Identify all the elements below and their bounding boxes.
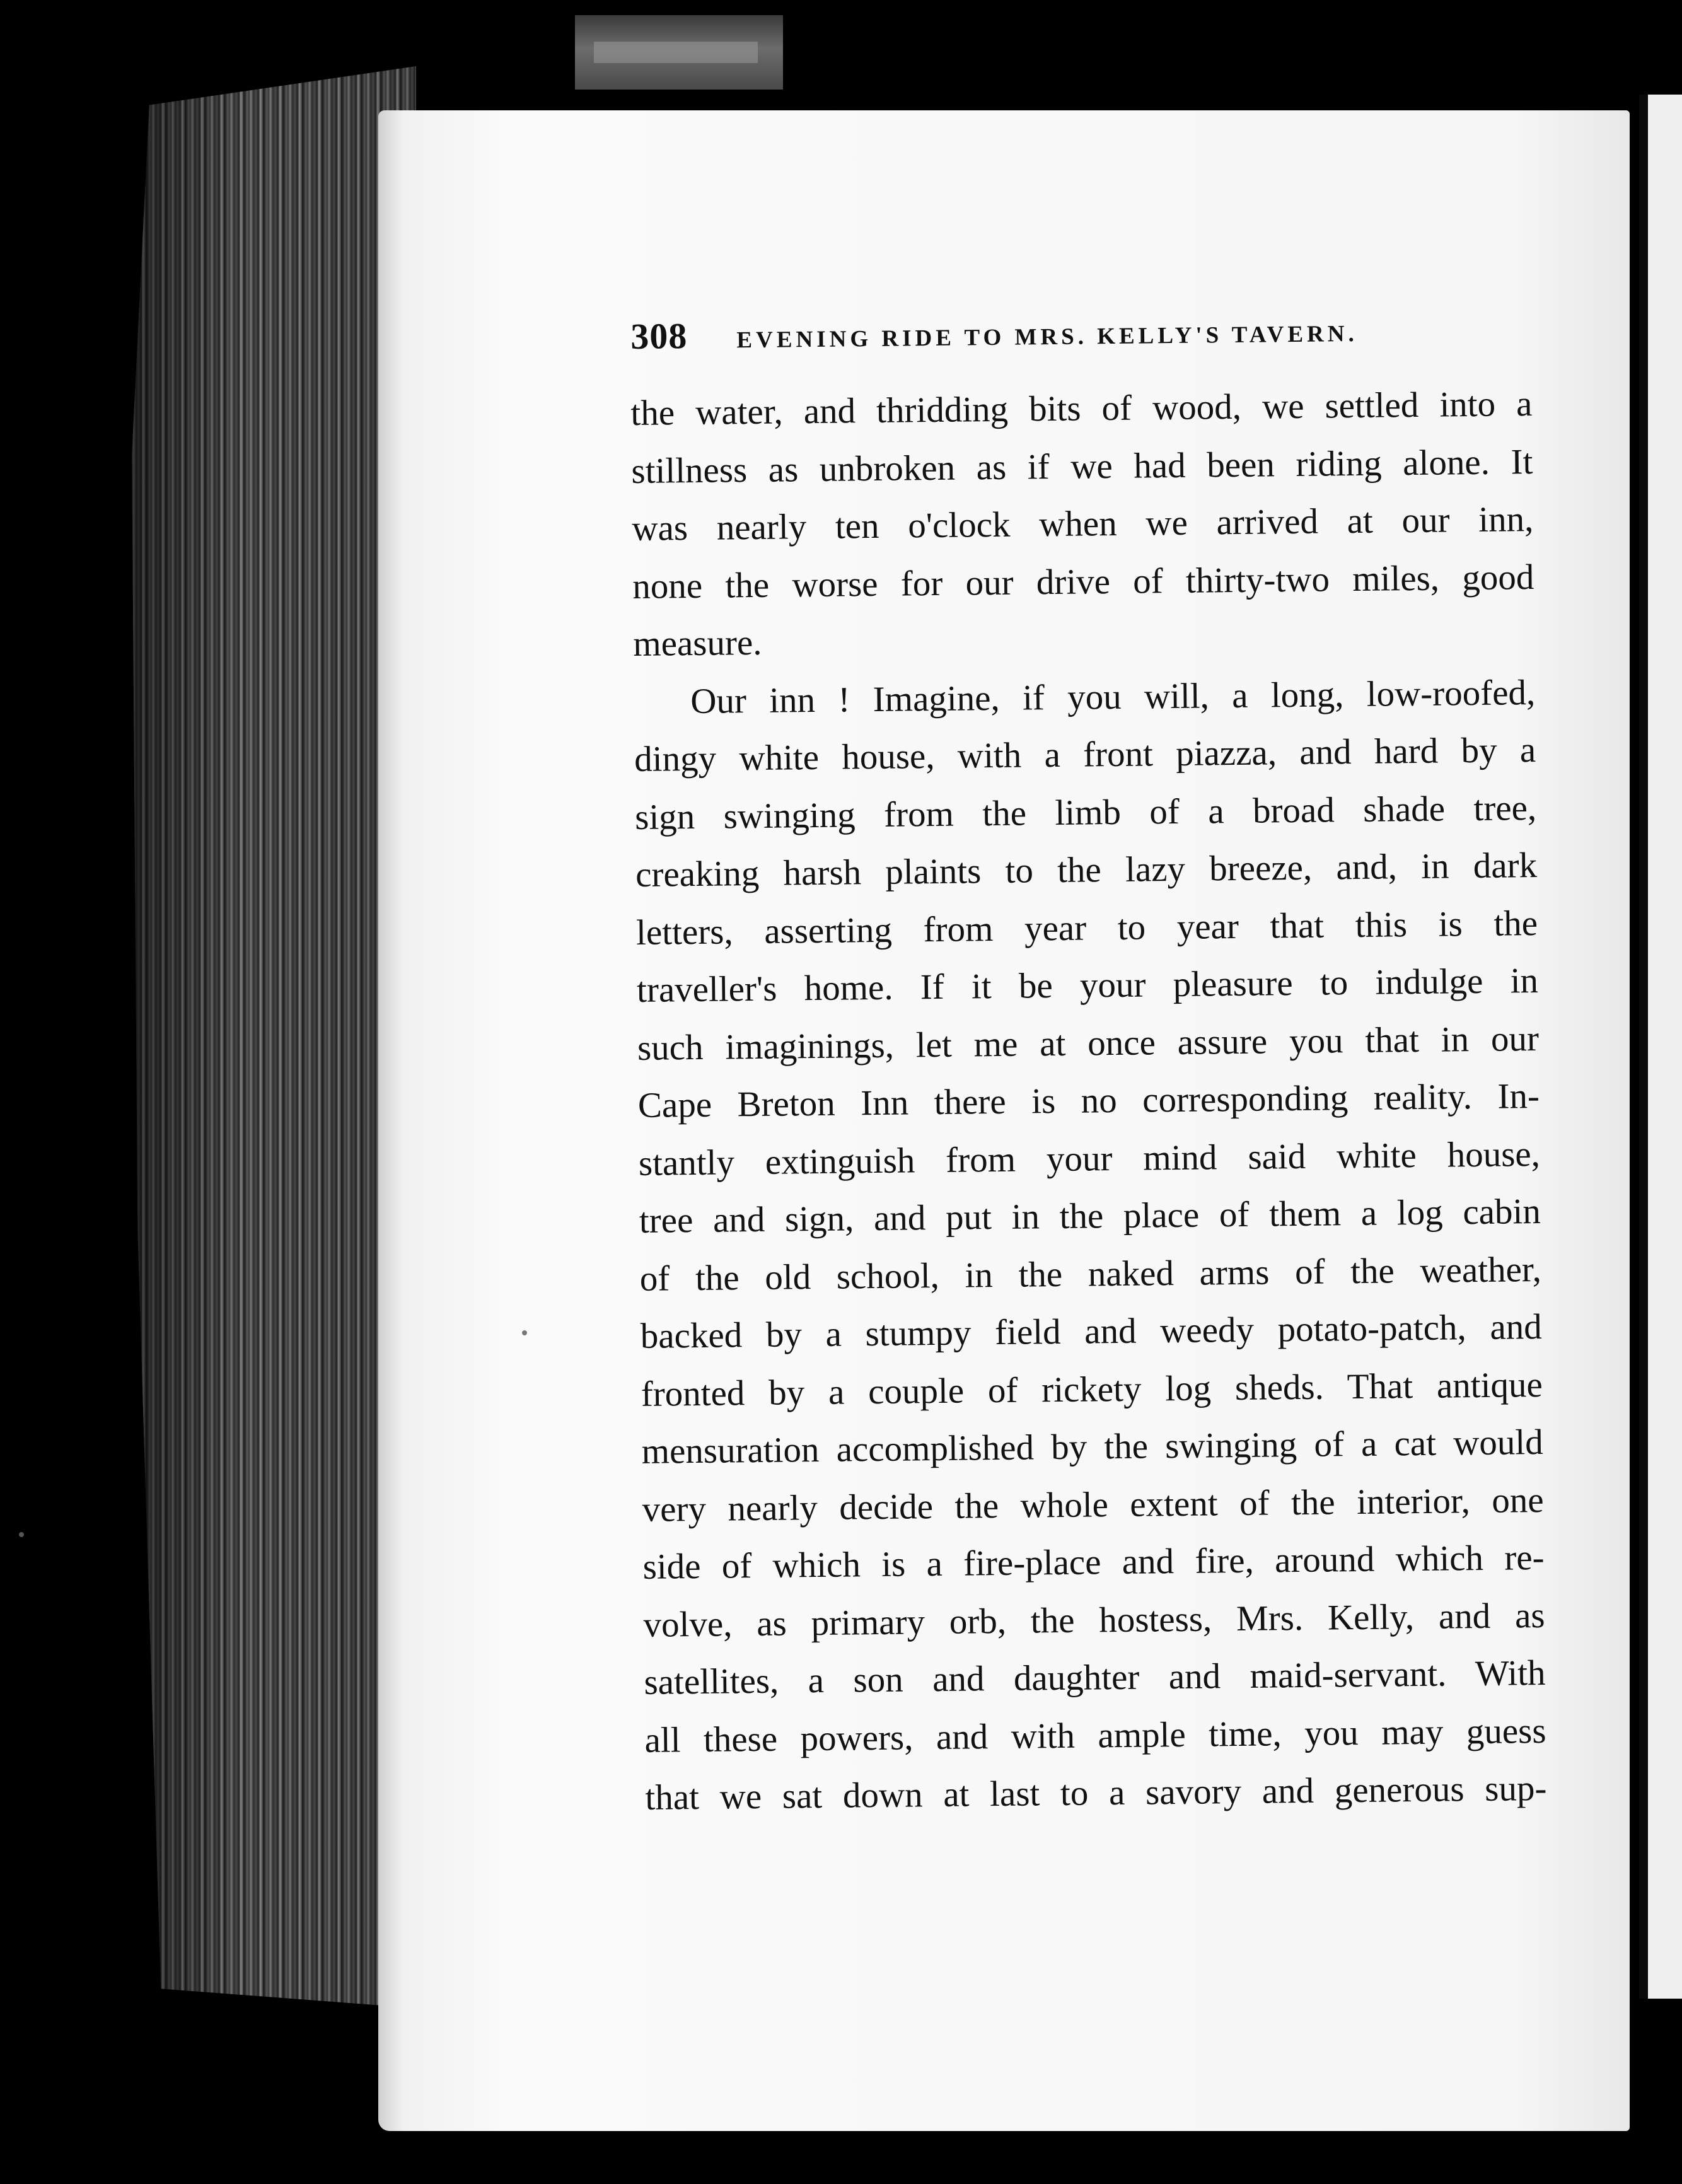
text-line: creaking harsh plaints to the lazy breeze, and, in dark: [635, 845, 1538, 895]
text-line: that we sat down at last to a savory and generous sup-: [645, 1768, 1547, 1818]
text-line: none the worse for our drive of thirty-two miles, good: [632, 557, 1534, 607]
text-line: volve, as primary orb, the hostess, Mrs. Kelly, and as: [643, 1595, 1545, 1645]
spine-label-band: [594, 42, 758, 63]
text-line: the water, and thridding bits of wood, we settled into a: [630, 384, 1533, 433]
text-line: dingy white house, with a front piazza, and hard by a: [634, 729, 1536, 779]
text-line: stillness as unbroken as if we had been riding alone. It: [631, 441, 1533, 491]
facing-page-edge: [1639, 95, 1682, 1999]
text-line: stantly extinguish from your mind said white house,: [638, 1134, 1541, 1183]
text-line: measure.: [632, 622, 762, 664]
text-line: traveller's home. If it be your pleasure to indulge in: [636, 960, 1539, 1010]
paragraph-first-line: Our inn ! Imagine, if you will, a long, low-roofed,: [690, 672, 1536, 721]
book-spine-label: [575, 15, 783, 90]
page-header: [630, 306, 1526, 366]
text-line: such imaginings, let me at once assure you that in our: [637, 1018, 1540, 1068]
running-head: EVENING RIDE TO MRS. KELLY'S TAVERN.: [736, 320, 1358, 354]
text-line: very nearly decide the whole extent of the interior, one: [642, 1480, 1544, 1530]
text-line: Cape Breton Inn there is no corresponding reality. In-: [637, 1076, 1540, 1125]
text-line: backed by a stumpy field and weedy potato-patch, and: [640, 1306, 1543, 1356]
body-text: [630, 375, 1547, 1827]
text-line: side of which is a fire-place and fire, around which re-: [642, 1537, 1545, 1587]
dust-speck: [522, 1330, 527, 1335]
book-page-edges: [126, 66, 416, 2008]
text-line: was nearly ten o'clock when we arrived at our inn,: [632, 499, 1534, 549]
text-line: letters, asserting from year to year that this is the: [635, 903, 1538, 953]
text-line: fronted by a couple of rickety log sheds. That antique: [641, 1364, 1543, 1414]
text-line: mensuration accomplished by the swinging of a cat would: [641, 1422, 1543, 1472]
page-number: 308: [630, 315, 688, 357]
text-line: all these powers, and with ample time, you may guess: [644, 1711, 1546, 1760]
text-line: satellites, a son and daughter and maid-servant. With: [644, 1653, 1546, 1702]
text-line: of the old school, in the naked arms of the weather,: [639, 1249, 1542, 1299]
text-line: tree and sign, and put in the place of them a log cabin: [639, 1191, 1541, 1241]
text-line: sign swinging from the limb of a broad shade tree,: [634, 787, 1537, 837]
dust-speck: [19, 1532, 24, 1537]
